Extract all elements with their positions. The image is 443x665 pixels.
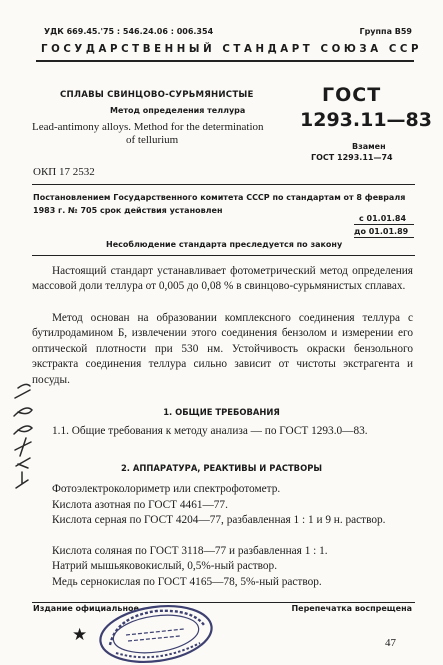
okp-code: ОКП 17 2532 xyxy=(33,166,95,178)
standard-banner: ГОСУДАРСТВЕННЫЙ СТАНДАРТ СОЮЗА ССР xyxy=(41,44,423,55)
law-warning: Несоблюдение стандарта преследуется по закону xyxy=(106,240,343,249)
english-title-line2: of tellurium xyxy=(126,134,179,146)
section-2-heading: 2. АППАРАТУРА, РЕАКТИВЫ И РАСТВОРЫ xyxy=(120,463,323,473)
udk-code: УДК 669.45.'75 : 546.24.06 : 006.354 xyxy=(44,27,214,36)
section-1-paragraph: 1.1. Общие требования к методу анализа — по ГОСТ 1293.0—83. xyxy=(52,425,368,437)
group-code: Группа В59 xyxy=(359,27,412,36)
decree-rule xyxy=(32,255,415,256)
section-1-heading: 1. ОБЩИЕ ТРЕБОВАНИЯ xyxy=(163,407,280,417)
section-2-line-5: Натрий мышьяковокислый, 0,5%-ный раствор. xyxy=(52,560,278,572)
section-2-line-2: Кислота азотная по ГОСТ 4461—77. xyxy=(52,499,228,511)
section-2-line-3: Кислота серная по ГОСТ 4204—77, разбавленная 1 : 1 и 9 н. раствор. xyxy=(52,514,386,526)
library-stamp xyxy=(96,603,216,665)
intro-paragraph-1: Настоящий стандарт устанавливает фотометрический метод определения массовой доли теллура от 0,005 до 0,08 % в свинцово-сурьмянистых сплавах. xyxy=(32,265,413,293)
gost-label: ГОСТ xyxy=(322,84,382,106)
official-edition-label: Издание официальное xyxy=(33,604,139,613)
english-title-line1: Lead-antimony alloys. Method for the determination xyxy=(32,121,264,133)
header-rule xyxy=(36,60,414,62)
date-underline-1 xyxy=(354,224,414,225)
decree-line2: 1983 г. № 705 срок действия установлен xyxy=(33,206,223,215)
section-2-line-6: Медь сернокислая по ГОСТ 4165—78, 5%-ный раствор. xyxy=(52,576,322,588)
footer-rule xyxy=(32,602,415,603)
page-number: 47 xyxy=(385,637,396,649)
decree-line1: Постановлением Государственного комитета СССР по стандартам от 8 февраля xyxy=(33,193,406,202)
effective-from: с 01.01.84 xyxy=(359,214,407,223)
effective-to: до 01.01.89 xyxy=(354,227,409,236)
handwritten-annotation xyxy=(6,376,40,494)
document-subtitle: Метод определения теллура xyxy=(110,106,246,115)
section-2-line-4: Кислота соляная по ГОСТ 3118—77 и разбавленная 1 : 1. xyxy=(52,545,328,557)
date-underline-2 xyxy=(354,237,414,238)
okp-rule xyxy=(32,184,415,185)
replace-label: Взамен xyxy=(352,142,386,151)
section-2-line-1: Фотоэлектроколориметр или спектрофотометр. xyxy=(52,483,281,495)
replace-value: ГОСТ 1293.11—74 xyxy=(311,153,393,162)
gost-number: 1293.11—83 xyxy=(300,109,432,131)
intro-paragraph-2: Метод основан на образовании комплексного соединения теллура с бутилродамином Б, извлечении этого соединения бензолом и измерении его оптической плотности при 530 нм. Устойчивость окраски бензольного экстракта соединения теллура сильно зависит от чистоты экстрагента и посуды. xyxy=(32,312,413,386)
reprint-prohibited-label: Перепечатка воспрещена xyxy=(291,604,412,613)
document-title: СПЛАВЫ СВИНЦОВО-СУРЬМЯНИСТЫЕ xyxy=(60,90,254,100)
star-icon: ★ xyxy=(72,625,88,644)
